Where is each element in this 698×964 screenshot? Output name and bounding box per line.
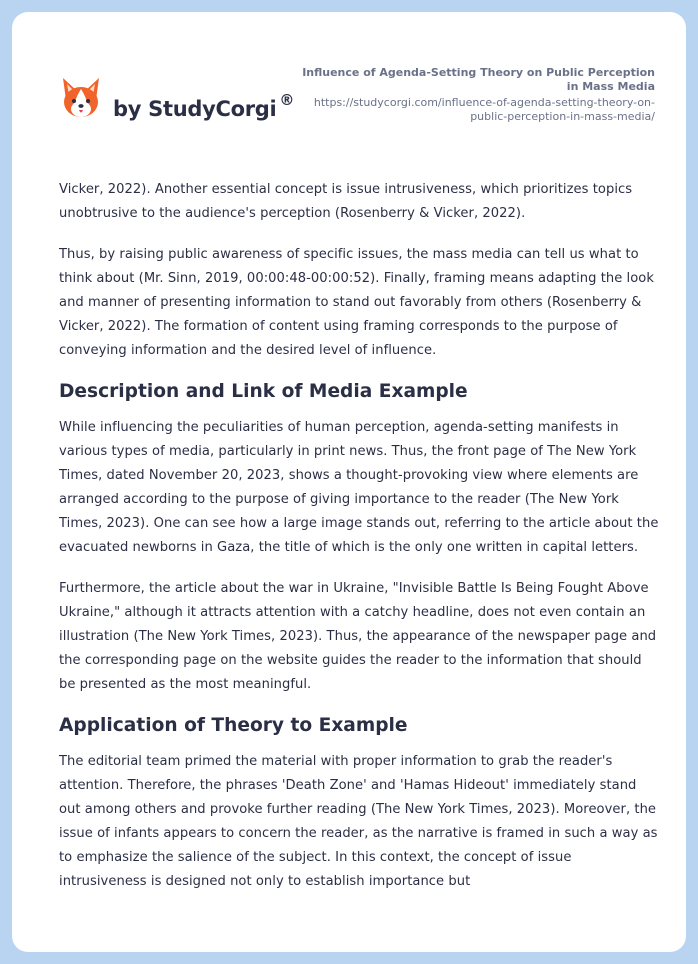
section-heading-description: Description and Link of Media Example (59, 381, 468, 402)
studycorgi-logo[interactable] (60, 76, 102, 120)
document-title: Influence of Agenda-Setting Theory on Public Perception in Mass Media (302, 66, 655, 93)
corgi-logo-icon (60, 76, 102, 120)
paragraph-1: Vicker, 2022). Another essential concept is issue intrusiveness, which prioritizes topics unobtrusive to the audience's perception (Rosenberry & Vicker, 2022). (59, 182, 633, 221)
brand-text: by StudyCorgi (113, 97, 277, 121)
brand-name[interactable] (113, 91, 295, 121)
document-body (59, 178, 659, 911)
page-header (12, 12, 686, 152)
document-page (12, 12, 686, 952)
section-heading-application: Application of Theory to Example (59, 715, 408, 736)
paragraph-2: Thus, by raising public awareness of specific issues, the mass media can tell us what to think about (Mr. Sinn, 2019, 00:00:48-00:00:52). Finally, framing means adapting the look and manner of presenting information to stand out favorably from others (Rosenberry & Vicker, 2022). The formation of content using framing corresponds to the purpose of conveying information and the desired level of influence. (59, 247, 654, 358)
registered-mark: ® (279, 91, 295, 109)
document-url[interactable]: https://studycorgi.com/influence-of-agenda-setting-theory-on-public-perception-in-mass-media/ (313, 96, 655, 123)
paragraph-4: Furthermore, the article about the war in Ukraine, "Invisible Battle Is Being Fought Above Ukraine," although it attracts attention with a catchy headline, does not even contain an illustration (The New York Times, 2023). Thus, the appearance of the newspaper page and the corresponding page on the website guides the reader to the information that should be presented as the most meaningful. (59, 581, 657, 692)
paragraph-5: The editorial team primed the material with proper information to grab the reader's attention. Therefore, the phrases 'Death Zone' and 'Hamas Hideout' immediately stand out among others and provoke further reading (The New York Times, 2023). Moreover, the issue of infants appears to concern the reader, as the narrative is framed in such a way as to emphasize the salience of the subject. In this context, the concept of issue intrusiveness is designed not only to establish importance but (59, 754, 658, 889)
paragraph-3: While influencing the peculiarities of human perception, agenda-setting manifests in various types of media, particularly in print news. Thus, the front page of The New York Times, dated November 20, 2023, shows a thought-provoking view where elements are arranged according to the purpose of giving importance to the reader (The New York Times, 2023). One can see how a large image stands out, referring to the article about the evacuated newborns in Gaza, the title of which is the only one written in capital letters. (59, 420, 659, 555)
document-meta (295, 66, 655, 123)
